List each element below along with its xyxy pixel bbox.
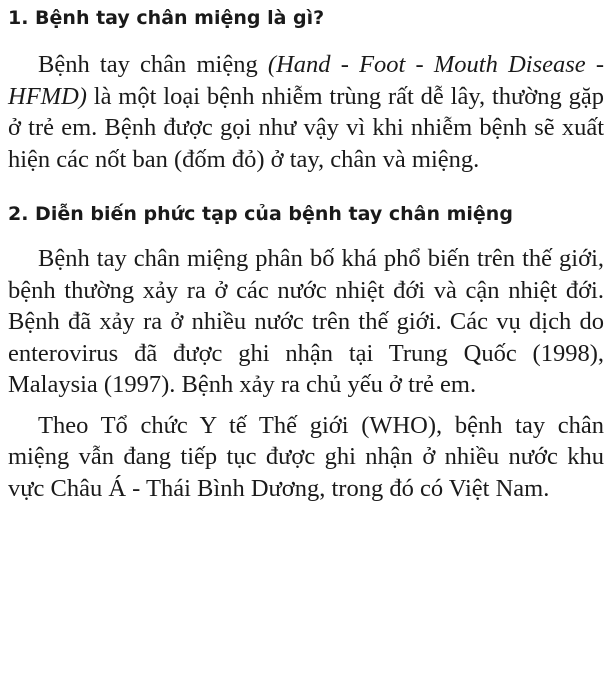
section-1-paragraph-start: Bệnh tay chân miệng — [38, 51, 268, 78]
section-1-paragraph-rest: là một loại bệnh nhiễm trùng rất dễ lây, thường gặp ở trẻ em. Bệnh được gọi như vậy vì khi nhiễm bệnh sẽ xuất hiện các nốt ban (đốm đỏ) ở tay, chân và miệng. — [8, 82, 604, 173]
document-page — [8, 0, 604, 504]
section-2-paragraph-1: Bệnh tay chân miệng phân bố khá phổ biến trên thế giới, bệnh thường xảy ra ở các nước nhiệt đới và cận nhiệt đới. Bệnh đã xảy ra ở nhiều nước trên thế giới. Các vụ dịch do enterovirus đã được ghi nhận tại Trung Quốc (1998), Malaysia (1997). Bệnh xảy ra chủ yếu ở trẻ em. — [8, 245, 604, 398]
section-2-heading: 2. Diễn biến phức tạp của bệnh tay chân miệng — [8, 203, 513, 225]
section-2-paragraph-2: Theo Tổ chức Y tế Thế giới (WHO), bệnh tay chân miệng vẫn đang tiếp tục được ghi nhận ở nhiều nước khu vực Châu Á - Thái Bình Dương, trong đó có Việt Nam. — [8, 411, 604, 502]
section-1-heading: 1. Bệnh tay chân miệng là gì? — [8, 7, 325, 29]
section-1-english-term: (Hand - Foot - Mouth Disease - HFMD) — [8, 51, 604, 110]
section-1-paragraph — [8, 49, 604, 175]
